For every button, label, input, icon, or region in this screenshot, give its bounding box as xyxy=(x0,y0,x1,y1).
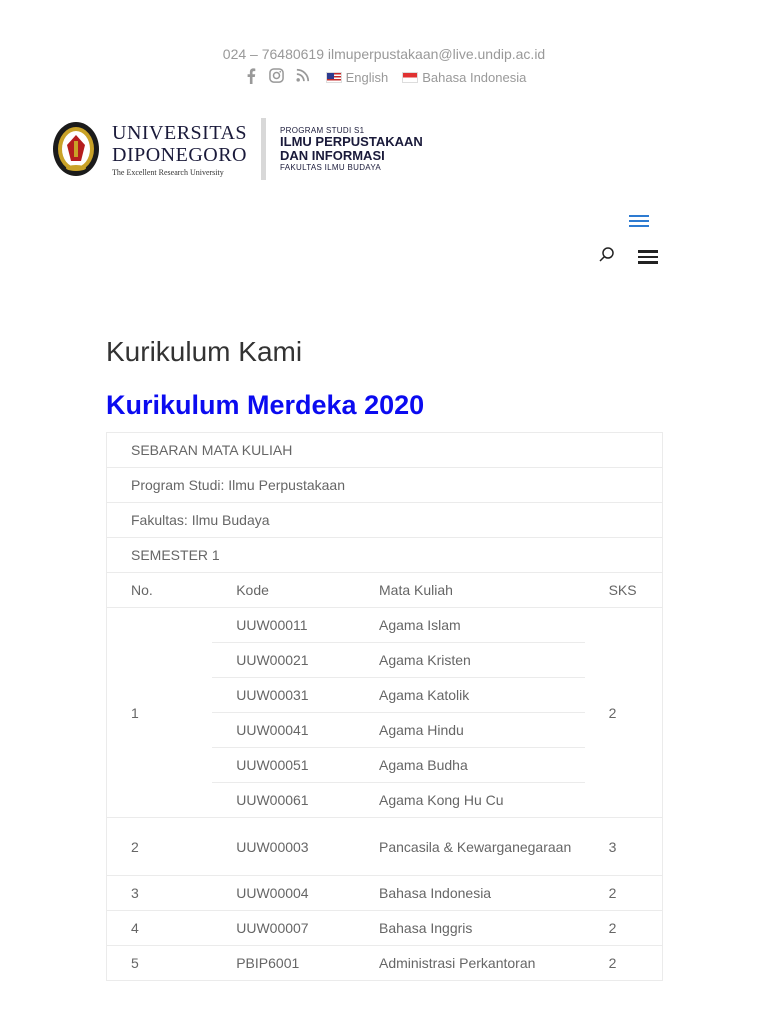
header-no: No. xyxy=(107,573,213,608)
cell-no: 1 xyxy=(107,608,213,818)
table-row xyxy=(107,503,663,538)
university-line1: UNIVERSITAS xyxy=(112,121,248,144)
secondary-menu-icon[interactable] xyxy=(638,250,658,266)
header-kode: Kode xyxy=(212,573,355,608)
cell-kode: UUW00041 xyxy=(212,713,355,748)
primary-menu-icon[interactable] xyxy=(629,215,649,231)
cell-no: 5 xyxy=(107,946,213,981)
program-name xyxy=(280,126,423,172)
cell-mata-kuliah: Agama Islam xyxy=(355,608,585,643)
table-row xyxy=(107,538,663,573)
cell-kode: UUW00061 xyxy=(212,783,355,818)
cell-no: 2 xyxy=(107,818,213,876)
table-header-row xyxy=(107,573,663,608)
page-title: Kurikulum Kami xyxy=(106,336,303,367)
cell-sks: 2 xyxy=(585,876,663,911)
cell-sks: 2 xyxy=(585,608,663,818)
cell-kode: UUW00003 xyxy=(212,818,355,876)
cell-mata-kuliah: Agama Kong Hu Cu xyxy=(355,783,585,818)
program-line2: DAN INFORMASI xyxy=(280,148,385,163)
table-row xyxy=(107,433,663,468)
site-logo[interactable] xyxy=(52,118,423,180)
lang-indonesia[interactable] xyxy=(402,70,526,85)
cell-mata-kuliah: Bahasa Indonesia xyxy=(355,876,585,911)
cell-kode: UUW00021 xyxy=(212,643,355,678)
logo-divider xyxy=(261,118,266,180)
program-line1: ILMU PERPUSTAKAAN xyxy=(280,134,423,149)
cell-no: 4 xyxy=(107,911,213,946)
curriculum-table xyxy=(106,432,663,981)
us-flag-icon xyxy=(326,72,342,83)
rss-icon[interactable] xyxy=(294,68,312,86)
search-icon[interactable] xyxy=(598,246,616,264)
cell-kode: UUW00051 xyxy=(212,748,355,783)
university-seal-icon xyxy=(52,121,100,177)
cell-mata-kuliah: Pancasila & Kewarganegaraan xyxy=(355,818,585,876)
header-mata-kuliah: Mata Kuliah xyxy=(355,573,585,608)
id-flag-icon xyxy=(402,72,418,83)
table-row xyxy=(107,876,663,911)
cell-sks: 3 xyxy=(585,818,663,876)
instagram-icon[interactable] xyxy=(268,68,286,86)
table-row xyxy=(107,608,663,643)
cell-mata-kuliah: Agama Kristen xyxy=(355,643,585,678)
header-sks: SKS xyxy=(585,573,663,608)
social-bar xyxy=(0,68,768,86)
cell-kode: UUW00007 xyxy=(212,911,355,946)
university-line2: DIPONEGORO xyxy=(112,143,247,166)
table-info-cell: SEBARAN MATA KULIAH xyxy=(107,433,663,468)
cell-mata-kuliah: Administrasi Perkantoran xyxy=(355,946,585,981)
cell-sks: 2 xyxy=(585,911,663,946)
cell-kode: UUW00011 xyxy=(212,608,355,643)
cell-mata-kuliah: Agama Hindu xyxy=(355,713,585,748)
cell-sks: 2 xyxy=(585,946,663,981)
cell-mata-kuliah: Bahasa Inggris xyxy=(355,911,585,946)
cell-kode: UUW00031 xyxy=(212,678,355,713)
program-label: PROGRAM STUDI S1 xyxy=(280,126,365,135)
table-row xyxy=(107,818,663,876)
table-info-cell: Program Studi: Ilmu Perpustakaan xyxy=(107,468,663,503)
table-row xyxy=(107,946,663,981)
table-info-cell: Fakultas: Ilmu Budaya xyxy=(107,503,663,538)
table-info-cell: SEMESTER 1 xyxy=(107,538,663,573)
university-tagline: The Excellent Research University xyxy=(112,167,224,177)
cell-no: 3 xyxy=(107,876,213,911)
table-row xyxy=(107,911,663,946)
faculty-label: FAKULTAS ILMU BUDAYA xyxy=(280,163,381,172)
contact-info: 024 – 76480619 ilmuperpustakaan@live.undip.ac.id xyxy=(222,46,546,62)
lang-english-label: English xyxy=(345,69,389,85)
lang-indonesia-label: Bahasa Indonesia xyxy=(422,69,527,85)
lang-english[interactable] xyxy=(326,70,389,85)
cell-kode: PBIP6001 xyxy=(212,946,355,981)
cell-mata-kuliah: Agama Budha xyxy=(355,748,585,783)
university-name xyxy=(112,122,247,177)
curriculum-title: Kurikulum Merdeka 2020 xyxy=(106,390,425,420)
cell-mata-kuliah: Agama Katolik xyxy=(355,678,585,713)
table-row xyxy=(107,468,663,503)
facebook-icon[interactable] xyxy=(242,68,260,86)
cell-kode: UUW00004 xyxy=(212,876,355,911)
